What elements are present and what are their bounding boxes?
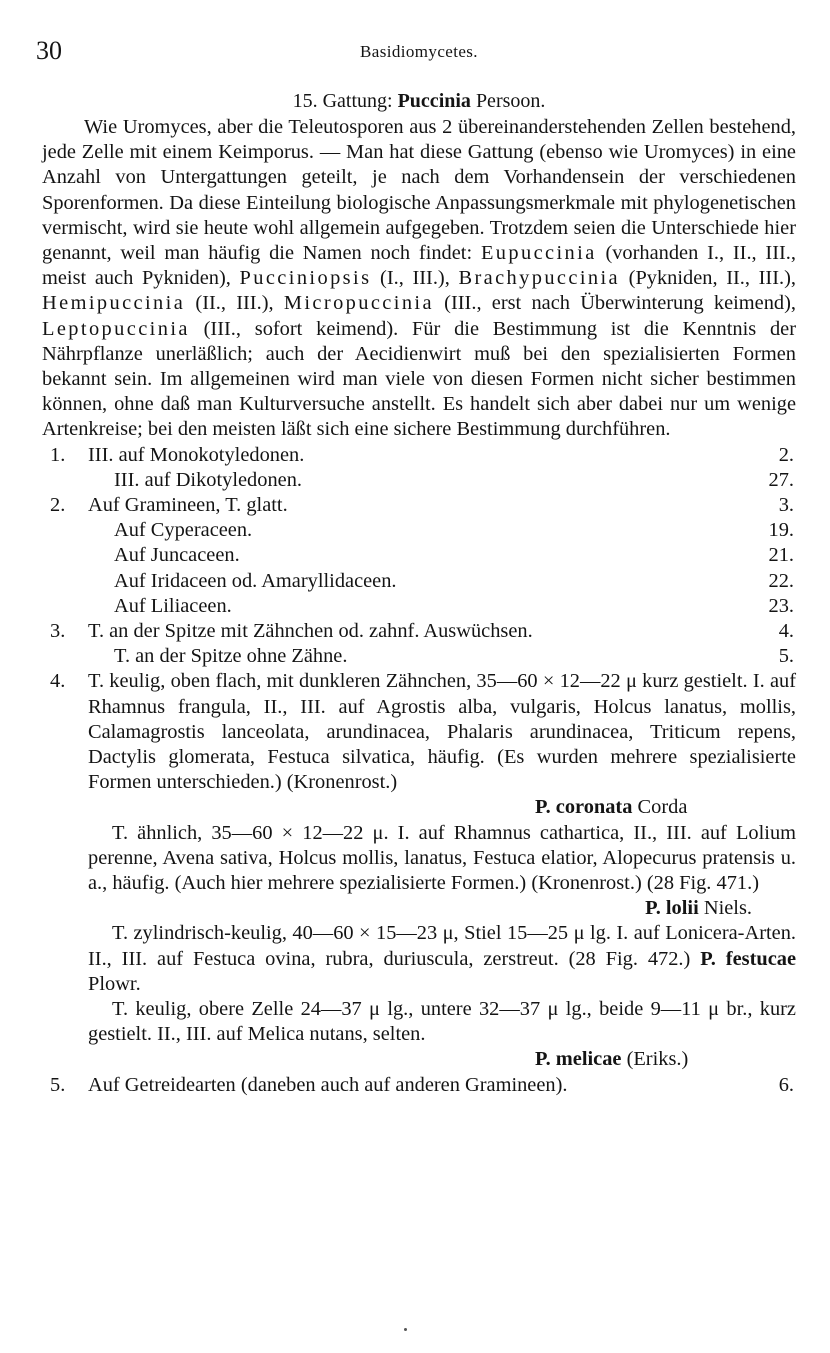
species-line	[535, 1047, 752, 1072]
entry-description: T. keulig, oben flach, mit dunkleren Zähnchen, 35—60 × 12—22 μ kurz gestielt. I. auf Rhamnus frangula, II., III. auf Agrostis alba, vulgaris, Holcus lanatus, mollis, Calamagrostis lanceolata, arundinacea, Phalaris arundinacea, Triticum repens, Dactylis glomerata, Festuca silvatica, häufig. (Es wurden mehrere spezialisierte Formen unterschieden.) (Kronenrost.)	[88, 670, 796, 794]
entry-description: T. ähnlich, 35—60 × 12—22 μ. I. auf Rhamnus cathartica, II., III. auf Lolium perenne, Avena sativa, Holcus mollis, lanatus, Festuca elatior, Alopecurus pratensis u. a., häufig. (Auch hier mehrere spezialisierte Formen.) (Kronenrost.) (28 Fig. 471.)	[88, 821, 796, 894]
species-author: Niels.	[703, 897, 752, 920]
intro-text-6: (III., erst nach Überwinterung keimend),	[433, 292, 796, 315]
species-description	[88, 921, 796, 997]
subgenus-pucciniopsis: Pucciniopsis	[239, 267, 372, 290]
subgenus-brachypuccinia: Brachypuccinia	[458, 267, 621, 290]
subgenus-leptopuccinia: Leptopuccinia	[42, 317, 190, 340]
key-number: 1.	[50, 443, 66, 466]
intro-text-2: (vorhanden I., II., III., meist auch Pykniden),	[42, 242, 796, 290]
key-text: Auf Cyperaceen.	[114, 519, 253, 542]
page-number: 30	[36, 36, 62, 65]
heading-prefix: 15. Gattung:	[292, 90, 393, 112]
intro-text-7: (III., sofort keimend). Für die Bestimmung ist die Kenntnis der Nährpflanze unerläßlich; auch der Aecidienwirt muß bei den spezialisierten Formen bekannt sein. Im allgemeinen wird man viele von diesen Formen nicht sicher bestimmen können, ohne daß man Kulturversuche anstellt. Es handelt sich aber dabei nur um wenige Artenkreise; bei den meisten läßt sich eine sichere Bestimmung durchführen.	[42, 317, 796, 441]
key-row	[42, 543, 796, 568]
key-text: Auf Iridaceen od. Amaryllidaceen.	[114, 569, 397, 592]
key-reference: 2.	[778, 443, 794, 466]
key-text: Auf Getreidearten (daneben auch auf anderen Gramineen).	[88, 1073, 568, 1096]
key-reference: 22.	[768, 569, 794, 592]
key-number: 3.	[50, 619, 66, 642]
species-author: (Eriks.)	[626, 1048, 689, 1071]
page	[36, 36, 796, 1098]
intro-paragraph	[42, 115, 796, 443]
page-header	[36, 36, 796, 70]
key-text: III. auf Monokotyledonen.	[88, 443, 305, 466]
entry-description: T. keulig, obere Zelle 24—37 μ lg., untere 32—37 μ lg., beide 9—11 μ br., kurz gestielt. II., III. auf Melica nutans, selten.	[88, 997, 796, 1046]
key-row	[42, 518, 796, 543]
key-reference: 23.	[768, 594, 794, 617]
heading-author: Persoon.	[475, 90, 546, 112]
key-text: Auf Liliaceen.	[114, 594, 232, 617]
key-row	[42, 493, 796, 518]
key-row	[42, 594, 796, 619]
key-reference: 19.	[768, 519, 794, 542]
key-number: 4.	[50, 670, 66, 693]
key-row	[42, 443, 796, 468]
key-row	[42, 619, 796, 644]
running-title: Basidiomycetes.	[360, 42, 478, 61]
key-text: III. auf Dikotyledonen.	[114, 468, 302, 491]
key-row	[42, 644, 796, 669]
section-heading	[42, 88, 796, 114]
key-reference: 27.	[768, 468, 794, 491]
key-reference: 4.	[778, 619, 794, 642]
print-speck	[404, 1328, 407, 1331]
key-reference: 21.	[768, 544, 794, 567]
species-name: P. lolii	[645, 897, 699, 920]
species-name: P. melicae	[535, 1048, 622, 1071]
species-author: Corda	[637, 796, 688, 819]
key-text: T. an der Spitze mit Zähnchen od. zahnf. Auswüchsen.	[88, 619, 533, 642]
key-number: 2.	[50, 494, 66, 517]
species-description	[88, 997, 796, 1047]
species-description	[88, 821, 796, 897]
key-entry-4	[50, 669, 796, 795]
heading-genus: Puccinia	[397, 90, 471, 112]
intro-text-4: (Pykniden, II., III.),	[620, 267, 796, 290]
intro-text-5: (II., III.),	[185, 292, 284, 315]
key-text: Auf Juncaceen.	[114, 544, 240, 567]
species-name: P. festucae	[700, 947, 796, 970]
key-reference: 3.	[778, 494, 794, 517]
key-entry-5	[42, 1073, 796, 1098]
intro-text-1: Wie Uromyces, aber die Teleutosporen aus 2 übereinanderstehenden Zellen bestehend, jede Zelle mit einem Keimporus. — Man hat diese Gattung (ebenso wie Uromyces) in eine Anzahl von Untergattungen geteilt, je nach dem Vorhandensein der verschiedenen Sporenformen. Da diese Einteilung biologische Anpassungsmerkmale mit phylogenetischen vermischt, wird sie heute wohl allgemein aufgegeben. Trotzdem seien die Unterschiede hier genannt, weil man häufig die Namen noch findet:	[42, 116, 796, 265]
key-reference: 5.	[778, 645, 794, 668]
entry-description: T. zylindrisch-keulig, 40—60 × 15—23 μ, Stiel 15—25 μ lg. I. auf Lonicera-Arten. II., III. auf Festuca ovina, rubra, duriuscula, zerstreut. (28 Fig. 472.)	[88, 922, 796, 970]
species-author: Plowr.	[88, 972, 141, 995]
species-line	[42, 896, 752, 921]
subgenus-micropuccinia: Micropuccinia	[283, 292, 434, 315]
key-row	[42, 468, 796, 493]
species-line	[535, 795, 752, 820]
identification-key	[42, 443, 796, 670]
key-number: 5.	[50, 1073, 66, 1096]
species-name: P. coronata	[535, 796, 633, 819]
key-text: Auf Gramineen, T. glatt.	[88, 494, 288, 517]
subgenus-eupuccinia: Eupuccinia	[480, 242, 597, 265]
subgenus-hemipuccinia: Hemipuccinia	[42, 292, 186, 315]
key-row	[42, 569, 796, 594]
key-reference: 6.	[778, 1073, 794, 1096]
intro-text-3: (I., III.),	[371, 267, 459, 290]
key-text: T. an der Spitze ohne Zähne.	[114, 645, 348, 668]
